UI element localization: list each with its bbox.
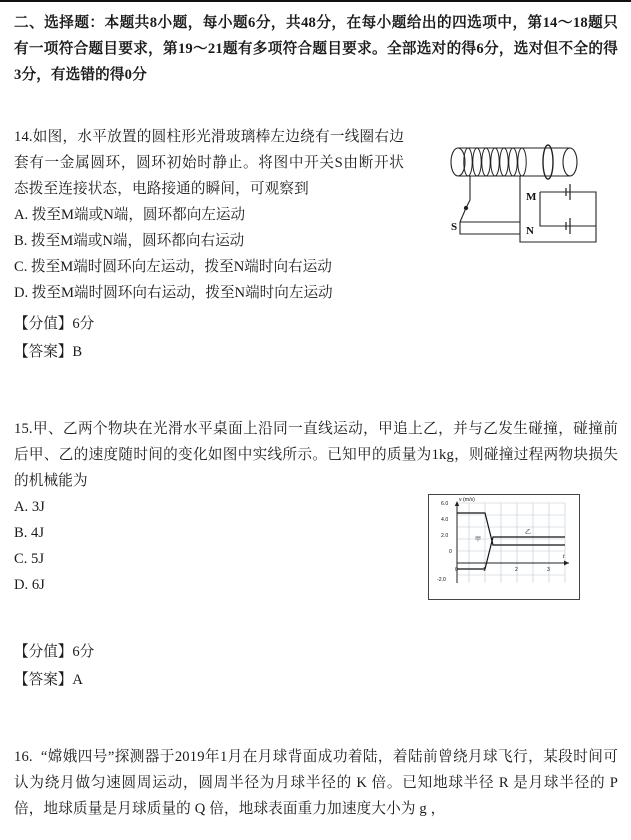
question-15-option-d[interactable]: D. 6J xyxy=(14,577,45,593)
question-16-text: “嫦娥四号”探测器于2019年1月在月球背面成功着陆，着陆前曾绕月球飞行，某段时间可认为绕月做匀速圆周运动，圆周半径为月球半径的 K 倍。已知地球半径 R 是月球半径的 P 倍，地球质量是月球质量的 Q 倍，地球表面重力加速度大小为 g ， xyxy=(14,749,618,817)
question-14-score: 【分值】6分 xyxy=(14,316,95,332)
svg-text:M: M xyxy=(526,191,537,203)
svg-text:2.0: 2.0 xyxy=(441,533,449,539)
svg-text:4.0: 4.0 xyxy=(441,517,449,523)
question-15-text: 甲、乙两个物块在光滑水平桌面上沿同一直线运动，甲追上乙，并与乙发生碰撞，碰撞前后甲、乙的速度随时间的变化如图中实线所示。已知甲的质量为1kg，则碰撞过程两物块损失的机械能为 xyxy=(14,421,618,489)
question-14-option-d[interactable]: D. 拨至M端时圆环向右运动，拨至N端时向左运动 xyxy=(14,285,333,301)
svg-text:乙: 乙 xyxy=(525,530,532,536)
question-15-option-b[interactable]: B. 4J xyxy=(14,525,45,541)
question-14 xyxy=(14,124,618,366)
question-15-stem xyxy=(14,416,618,494)
svg-text:S: S xyxy=(451,221,458,233)
velocity-time-graph xyxy=(428,494,580,600)
svg-text:6.0: 6.0 xyxy=(441,501,449,507)
question-14-option-c[interactable]: C. 拨至M端时圆环向左运动，拨至N端时向右运动 xyxy=(14,259,332,275)
question-14-answer: 【答案】B xyxy=(14,344,83,360)
svg-text:3: 3 xyxy=(547,567,550,573)
page-top-rule xyxy=(0,0,631,2)
question-14-number: 14. xyxy=(14,129,33,145)
question-16-number: 16. xyxy=(14,749,33,765)
question-15-option-c[interactable]: C. 5J xyxy=(14,551,45,567)
svg-text:0: 0 xyxy=(449,549,452,555)
question-14-stem xyxy=(14,124,404,202)
svg-text:t: t xyxy=(563,554,565,560)
section-heading: 二、选择题：本题共8小题，每小题6分，共48分，在每小题给出的四选项中，第14～18题只有一项符合题目要求，第19～21题有多项符合题目要求。全部选对的得6分，选对但不全的得3分，有选错的得0分 xyxy=(14,15,618,83)
question-14-option-b[interactable]: B. 拨至M端或N端，圆环都向右运动 xyxy=(14,233,245,249)
question-15 xyxy=(14,416,618,694)
question-14-text: 如图，水平放置的圆柱形光滑玻璃棒左边绕有一线圈右边套有一金属圆环，圆环初始时静止。将图中开关S由断开状态拨至连接状态，电路接通的瞬间，可观察到 xyxy=(14,129,404,197)
page-content xyxy=(14,10,618,822)
svg-text:-2.0: -2.0 xyxy=(437,577,446,583)
svg-text:N: N xyxy=(526,225,534,237)
svg-text:2: 2 xyxy=(515,567,518,573)
solenoid-circuit-diagram xyxy=(420,130,616,258)
question-15-option-a[interactable]: A. 3J xyxy=(14,499,45,515)
svg-text:甲: 甲 xyxy=(475,537,482,543)
svg-text:0: 0 xyxy=(455,567,458,573)
question-15-score: 【分值】6分 xyxy=(14,644,95,660)
question-15-number: 15. xyxy=(14,421,33,437)
question-14-option-a[interactable]: A. 拨至M端或N端，圆环都向左运动 xyxy=(14,207,246,223)
svg-text:v (m/s): v (m/s) xyxy=(459,497,475,503)
svg-text:1: 1 xyxy=(483,567,486,573)
question-15-answer: 【答案】A xyxy=(14,672,83,688)
question-16-stem xyxy=(14,744,618,822)
question-16 xyxy=(14,744,618,822)
